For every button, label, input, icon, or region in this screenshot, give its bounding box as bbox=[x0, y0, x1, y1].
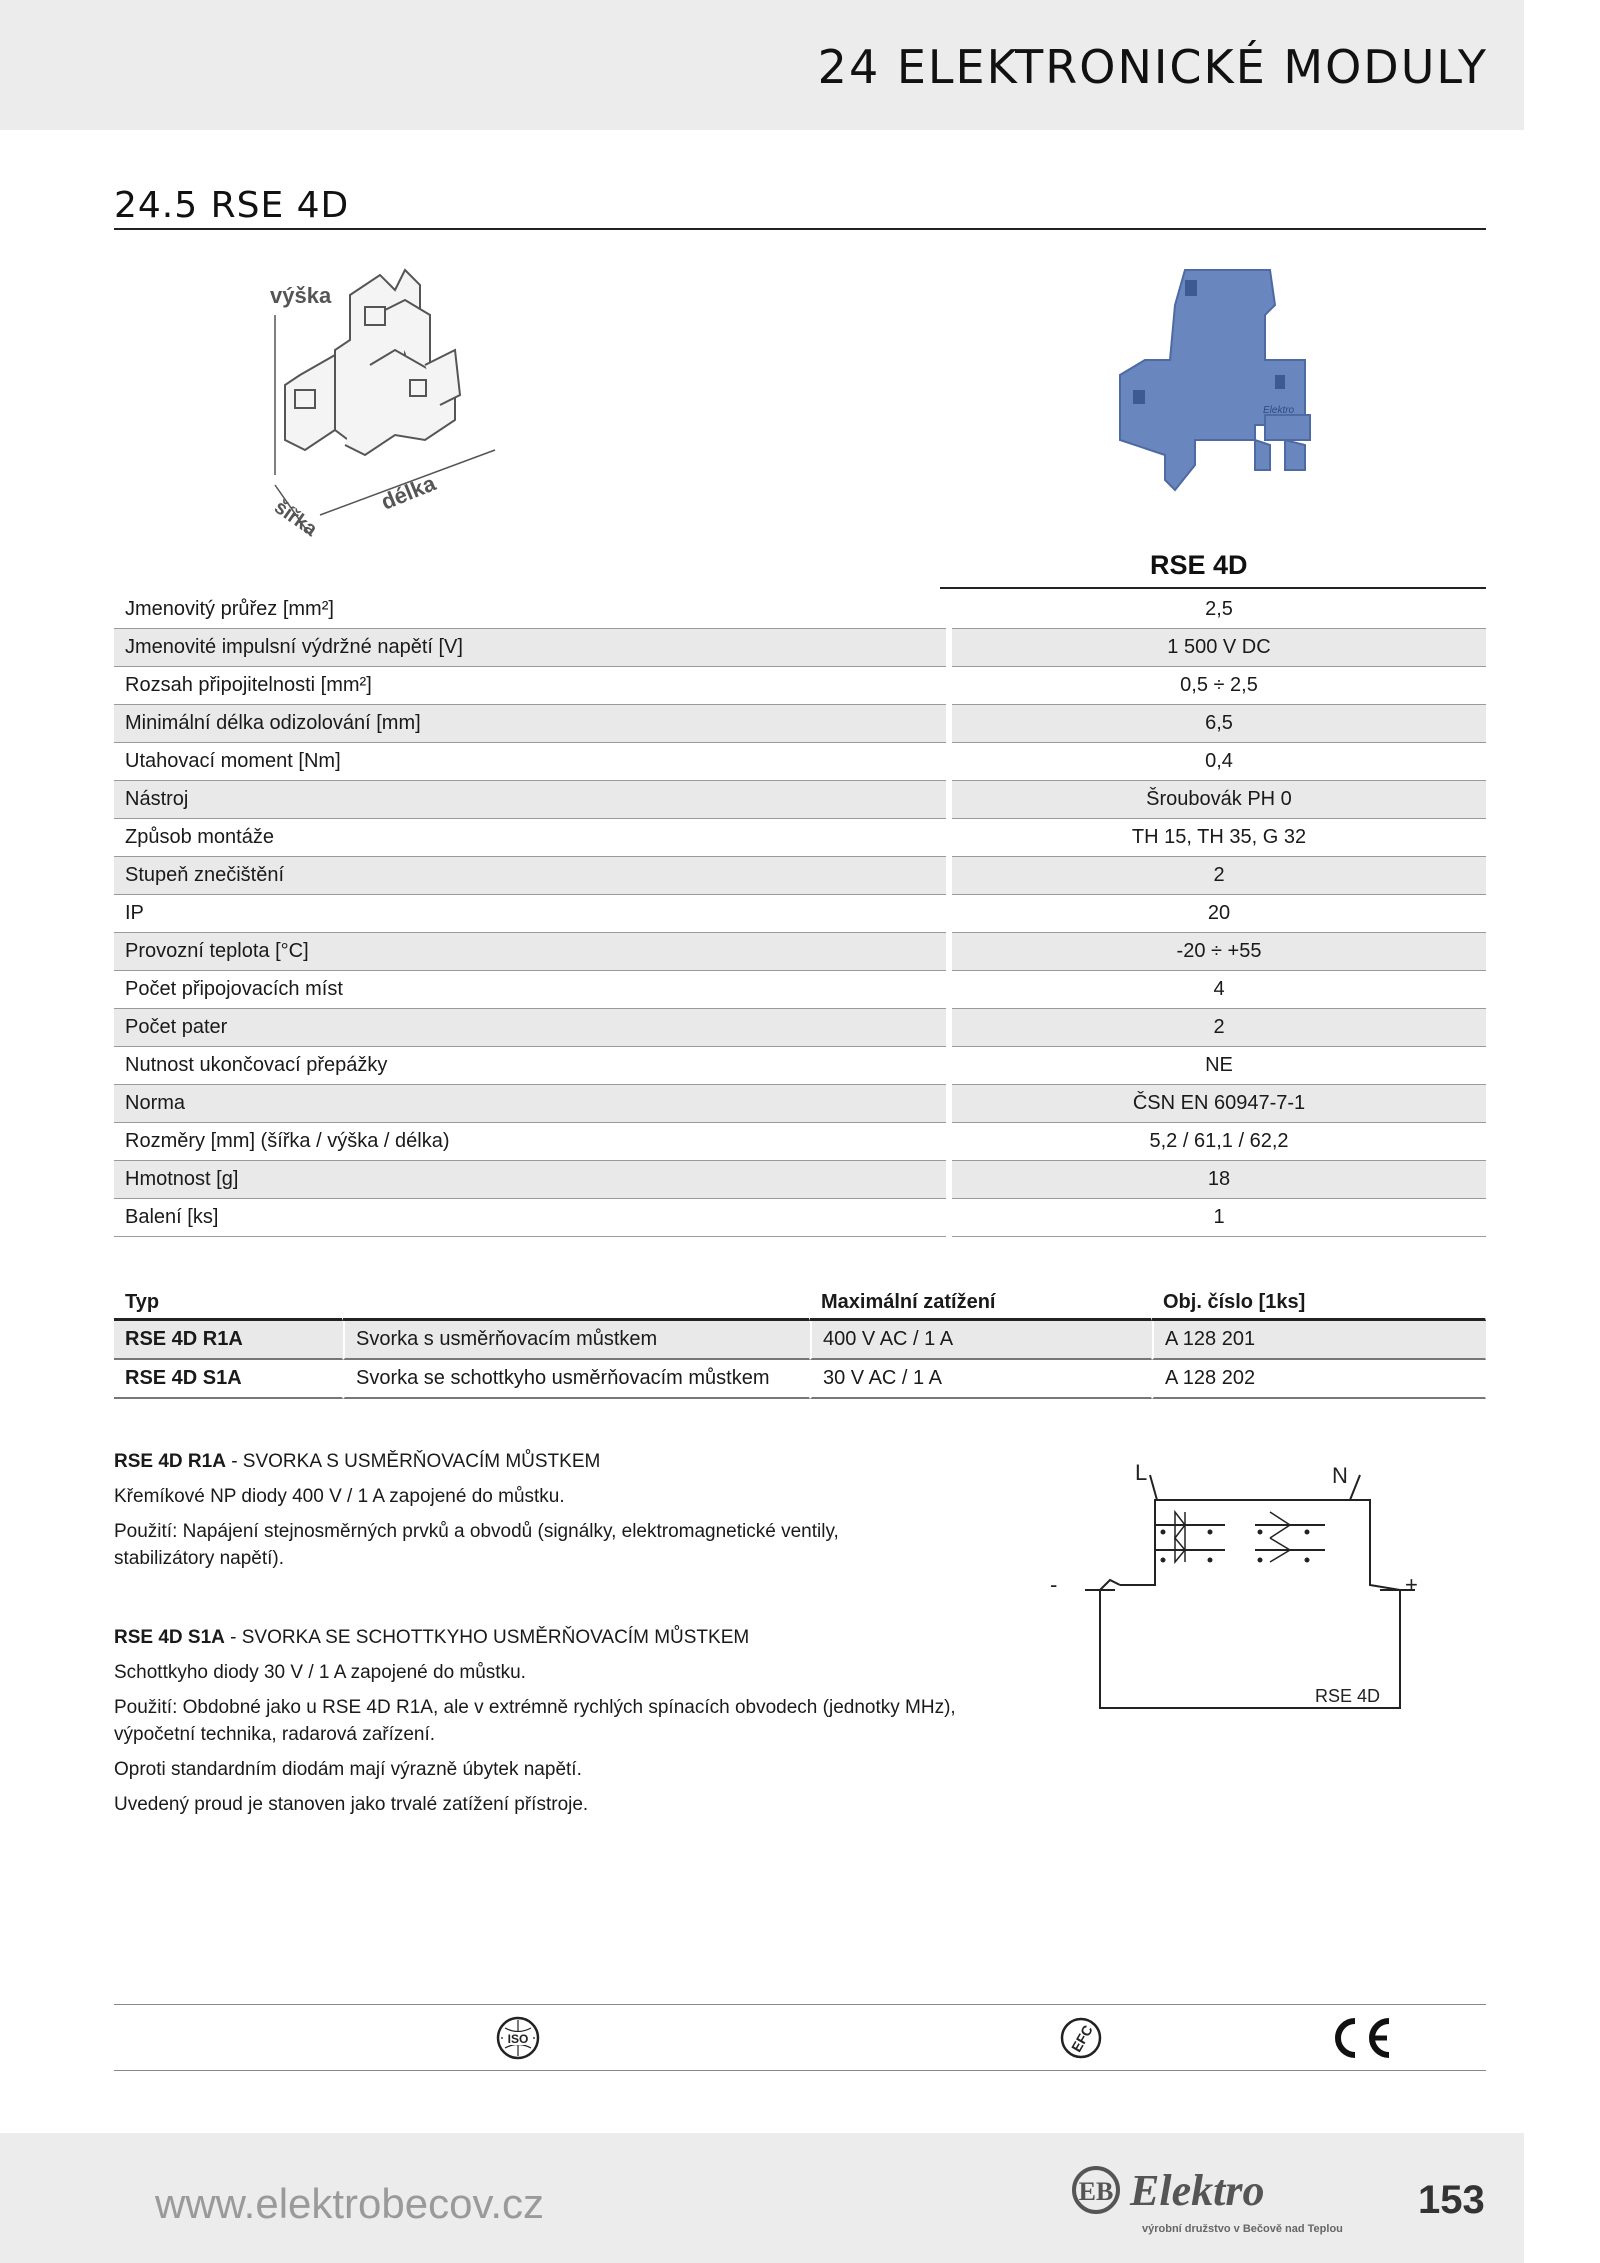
spec-row bbox=[114, 1123, 1486, 1161]
spec-row bbox=[114, 743, 1486, 781]
circuit-label-n: N bbox=[1332, 1463, 1348, 1488]
desc-s1a-line4: Uvedený proud je stanoven jako trvalé zatížení přístroje. bbox=[114, 1794, 589, 1815]
spec-row bbox=[114, 933, 1486, 971]
logo-wordmark: Elektro bbox=[1130, 2166, 1265, 2215]
spec-label: Hmotnost [g] bbox=[114, 1161, 946, 1199]
spec-value: TH 15, TH 35, G 32 bbox=[952, 819, 1486, 857]
type-order: A 128 201 bbox=[1152, 1321, 1486, 1360]
type-code: RSE 4D S1A bbox=[114, 1360, 343, 1399]
spec-value: 4 bbox=[952, 971, 1486, 1009]
spec-row bbox=[114, 971, 1486, 1009]
spec-row bbox=[114, 1199, 1486, 1237]
spec-label: Minimální délka odizolování [mm] bbox=[114, 705, 946, 743]
spec-row bbox=[114, 819, 1486, 857]
circuit-label-minus: - bbox=[1050, 1572, 1058, 1597]
circuit-label-plus: + bbox=[1405, 1572, 1418, 1597]
spec-row bbox=[114, 857, 1486, 895]
spec-label: Rozsah připojitelnosti [mm²] bbox=[114, 667, 946, 705]
desc-r1a-heading: - SVORKA S USMĚRŇOVACÍM MŮSTKEM bbox=[225, 1451, 601, 1472]
spec-label: Počet připojovacích míst bbox=[114, 971, 946, 1009]
spec-label: Utahovací moment [Nm] bbox=[114, 743, 946, 781]
iso-label: ISO bbox=[507, 2032, 529, 2046]
spec-row bbox=[114, 705, 1486, 743]
type-table bbox=[114, 1282, 1486, 1399]
length-label: délka bbox=[377, 470, 440, 515]
page-number: 153 bbox=[1418, 2178, 1485, 2222]
spec-row bbox=[114, 1047, 1486, 1085]
type-row bbox=[114, 1360, 1486, 1399]
spec-row bbox=[114, 1085, 1486, 1123]
desc-r1a-line2: Použití: Napájení stejnosměrných prvků a obvodů (signálky, elektromagnetické ventily, stabilizátory napětí). bbox=[114, 1521, 839, 1569]
desc-r1a-code: RSE 4D R1A bbox=[114, 1451, 226, 1472]
spec-value: NE bbox=[952, 1047, 1486, 1085]
spec-value: -20 ÷ +55 bbox=[952, 933, 1486, 971]
spec-value: 5,2 / 61,1 / 62,2 bbox=[952, 1123, 1486, 1161]
spec-column-header: RSE 4D bbox=[1150, 550, 1248, 580]
elektro-logo bbox=[1070, 2160, 1400, 2240]
section-divider bbox=[114, 228, 1486, 230]
spec-label: Nástroj bbox=[114, 781, 946, 819]
iso-icon bbox=[495, 2015, 541, 2061]
spec-value: 0,4 bbox=[952, 743, 1486, 781]
spec-header-underline bbox=[940, 587, 1486, 589]
height-label: výška bbox=[270, 283, 332, 308]
spec-value: 2 bbox=[952, 1009, 1486, 1047]
spec-label: Rozměry [mm] (šířka / výška / délka) bbox=[114, 1123, 946, 1161]
spec-row bbox=[114, 667, 1486, 705]
spec-value: 2 bbox=[952, 857, 1486, 895]
efc-icon bbox=[1058, 2015, 1104, 2061]
spec-value: Šroubovák PH 0 bbox=[952, 781, 1486, 819]
spec-label: Provozní teplota [°C] bbox=[114, 933, 946, 971]
logo-mark: EB bbox=[1078, 2177, 1114, 2206]
section-title: 24.5 RSE 4D bbox=[114, 185, 350, 226]
spec-label: Balení [ks] bbox=[114, 1199, 946, 1237]
cert-rule-top bbox=[114, 2004, 1486, 2005]
spec-value: ČSN EN 60947-7-1 bbox=[952, 1085, 1486, 1123]
spec-value: 20 bbox=[952, 895, 1486, 933]
spec-label: Norma bbox=[114, 1085, 946, 1123]
circuit-label-l: L bbox=[1135, 1460, 1148, 1485]
type-order: A 128 202 bbox=[1152, 1360, 1486, 1399]
desc-r1a-line1: Křemíkové NP diody 400 V / 1 A zapojené do můstku. bbox=[114, 1486, 565, 1507]
spec-table bbox=[114, 591, 1486, 1237]
spec-value: 1 bbox=[952, 1199, 1486, 1237]
spec-row bbox=[114, 1161, 1486, 1199]
spec-label: Stupeň znečištění bbox=[114, 857, 946, 895]
order-col-header: Obj. číslo [1ks] bbox=[1152, 1282, 1486, 1321]
type-col-header: Typ bbox=[114, 1282, 343, 1321]
spec-value: 2,5 bbox=[952, 591, 1486, 629]
spec-row bbox=[114, 1009, 1486, 1047]
spec-value: 0,5 ÷ 2,5 bbox=[952, 667, 1486, 705]
desc-s1a-heading: - SVORKA SE SCHOTTKYHO USMĚRŇOVACÍM MŮSTKEM bbox=[224, 1627, 750, 1648]
spec-label: IP bbox=[114, 895, 946, 933]
spec-label: Jmenovité impulsní výdržné napětí [V] bbox=[114, 629, 946, 667]
product-photo bbox=[1105, 265, 1335, 505]
cert-rule-bottom bbox=[114, 2070, 1486, 2071]
footer-url[interactable]: www.elektrobecov.cz bbox=[155, 2180, 545, 2227]
load-col-header: Maximální zatížení bbox=[810, 1282, 1152, 1321]
spec-row bbox=[114, 895, 1486, 933]
type-desc: Svorka se schottkyho usměrňovacím můstkem bbox=[343, 1360, 810, 1399]
desc-s1a-title bbox=[114, 1624, 1014, 1651]
type-row bbox=[114, 1321, 1486, 1360]
spec-label: Počet pater bbox=[114, 1009, 946, 1047]
logo-subtitle: výrobní družstvo v Bečově nad Teplou bbox=[1142, 2223, 1343, 2235]
circuit-diagram bbox=[1045, 1450, 1425, 1720]
spec-value: 18 bbox=[952, 1161, 1486, 1199]
spec-value: 1 500 V DC bbox=[952, 629, 1486, 667]
circuit-label-name: RSE 4D bbox=[1315, 1686, 1381, 1706]
desc-col-header bbox=[343, 1282, 810, 1321]
ce-mark-icon bbox=[1325, 2015, 1395, 2061]
type-desc: Svorka s usměrňovacím můstkem bbox=[343, 1321, 810, 1360]
type-load: 400 V AC / 1 A bbox=[810, 1321, 1152, 1360]
spec-label: Způsob montáže bbox=[114, 819, 946, 857]
desc-s1a-line3: Oproti standardním diodám mají výrazně úbytek napětí. bbox=[114, 1759, 582, 1780]
desc-r1a-title bbox=[114, 1448, 1014, 1475]
type-load: 30 V AC / 1 A bbox=[810, 1360, 1152, 1399]
spec-row bbox=[114, 781, 1486, 819]
desc-r1a bbox=[114, 1448, 1014, 1572]
desc-s1a-line1: Schottkyho diody 30 V / 1 A zapojené do můstku. bbox=[114, 1662, 526, 1683]
photo-brand: Elektro bbox=[1263, 405, 1295, 416]
spec-row bbox=[114, 591, 1486, 629]
chapter-title: 24 ELEKTRONICKÉ MODULY bbox=[817, 40, 1488, 94]
spec-label: Nutnost ukončovací přepážky bbox=[114, 1047, 946, 1085]
spec-value: 6,5 bbox=[952, 705, 1486, 743]
spec-label: Jmenovitý průřez [mm²] bbox=[114, 591, 946, 629]
desc-s1a-code: RSE 4D S1A bbox=[114, 1627, 225, 1648]
width-label: šířka bbox=[270, 496, 322, 541]
desc-s1a bbox=[114, 1624, 1014, 1818]
dimension-drawing bbox=[255, 255, 555, 550]
spec-row bbox=[114, 629, 1486, 667]
desc-s1a-line2: Použití: Obdobné jako u RSE 4D R1A, ale v extrémně rychlých spínacích obvodech (jednotky MHz), výpočetní technika, radarová zařízení. bbox=[114, 1697, 956, 1745]
efc-label: EFC bbox=[1067, 2022, 1096, 2055]
type-code: RSE 4D R1A bbox=[114, 1321, 343, 1360]
